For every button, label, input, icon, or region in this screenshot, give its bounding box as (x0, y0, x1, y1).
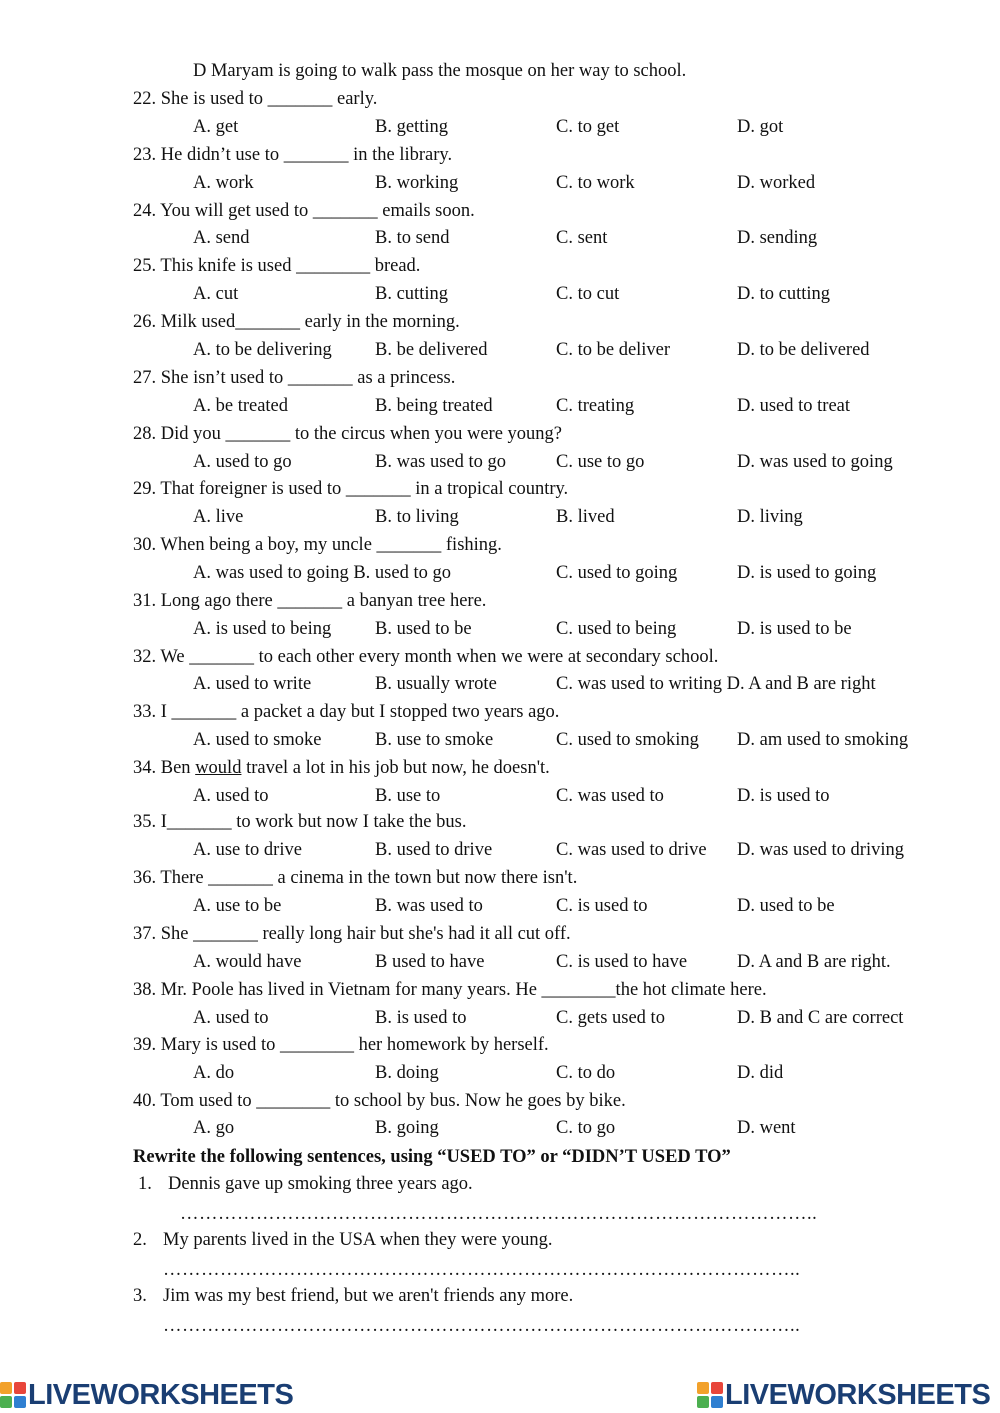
question-stem: 38. Mr. Poole has lived in Vietnam for many years. He ________the hot climate here. (133, 980, 767, 1000)
rewrite-number: 3. (133, 1286, 147, 1306)
rewrite-sentence: Dennis gave up smoking three years ago. (168, 1174, 473, 1194)
rewrite-sentence: My parents lived in the USA when they were young. (163, 1230, 553, 1250)
question-24 (0, 197, 1000, 225)
question-35 (0, 808, 1000, 836)
option-a[interactable]: A. use to be (193, 896, 282, 916)
option-b[interactable]: B. used to be (375, 619, 472, 639)
option-d[interactable]: D. is used to going (737, 563, 877, 583)
logo-square-icon (711, 1396, 723, 1408)
rewrite-item-3 (0, 1282, 1000, 1310)
option-c-d[interactable]: C. was used to writing D. A and B are right (556, 674, 876, 694)
options-34 (0, 782, 1000, 810)
options-37 (0, 948, 1000, 976)
stem-post: travel a lot in his job but now, he doesn't. (241, 758, 550, 778)
option-b[interactable]: B. working (375, 173, 459, 193)
question-23 (0, 141, 1000, 169)
option-d[interactable]: D. did (737, 1063, 784, 1083)
options-22 (0, 113, 1000, 141)
options-39 (0, 1059, 1000, 1087)
option-a[interactable]: A. use to drive (193, 840, 302, 860)
option-a[interactable]: A. used to go (193, 452, 292, 472)
logo-text: LIVEWORKSHEETS (725, 1378, 991, 1411)
question-stem: 36. There _______ a cinema in the town but now there isn't. (133, 868, 578, 888)
question-stem: 26. Milk used_______ early in the morning. (133, 312, 460, 332)
option-a[interactable]: A. cut (193, 284, 239, 304)
rewrite-number: 1. (138, 1174, 152, 1194)
logo-mark-icon (697, 1382, 723, 1408)
option-c[interactable]: C. to get (556, 117, 620, 137)
question-stem: 35. I_______ to work but now I take the bus. (133, 812, 467, 832)
option-d[interactable]: D. living (737, 507, 803, 527)
option-a[interactable]: A. used to (193, 786, 269, 806)
option-c[interactable]: C. is used to (556, 896, 648, 916)
option-c[interactable]: B. lived (556, 507, 615, 527)
options-24 (0, 224, 1000, 252)
question-39 (0, 1031, 1000, 1059)
answer-input-3[interactable]: ……………………………………………………………………………………….. (163, 1316, 801, 1336)
question-26 (0, 308, 1000, 336)
option-d[interactable]: D. went (737, 1118, 796, 1138)
option-d[interactable]: D. sending (737, 228, 818, 248)
option-b[interactable]: B. was used to (375, 896, 483, 916)
option-c[interactable]: C. to do (556, 1063, 616, 1083)
question-31 (0, 587, 1000, 615)
option-b[interactable]: B used to have (375, 952, 485, 972)
option-c[interactable]: C. to go (556, 1118, 616, 1138)
option-c[interactable]: C. sent (556, 228, 608, 248)
option-c[interactable]: C. was used to (556, 786, 664, 806)
options-25 (0, 280, 1000, 308)
options-27 (0, 392, 1000, 420)
option-c[interactable]: C. use to go (556, 452, 645, 472)
question-37 (0, 920, 1000, 948)
logo-square-icon (711, 1382, 723, 1394)
option-b[interactable]: B. be delivered (375, 340, 488, 360)
question-stem: 29. That foreigner is used to _______ in a tropical country. (133, 479, 569, 499)
option-a[interactable]: A. would have (193, 952, 302, 972)
prev-option-line (0, 57, 1000, 85)
answer-input-2[interactable]: ……………………………………………………………………………………….. (163, 1260, 801, 1280)
question-29 (0, 475, 1000, 503)
question-stem: 37. She _______ really long hair but she's had it all cut off. (133, 924, 571, 944)
question-36 (0, 864, 1000, 892)
question-34 (0, 754, 1000, 782)
option-d[interactable]: D. is used to be (737, 619, 852, 639)
option-b[interactable]: B. getting (375, 117, 448, 137)
option-d[interactable]: D. B and C are correct (737, 1008, 904, 1028)
rewrite-heading-line (0, 1143, 1000, 1171)
rewrite-number: 2. (133, 1230, 147, 1250)
question-22 (0, 85, 1000, 113)
option-b[interactable]: B. being treated (375, 396, 493, 416)
prev-option-d: D Maryam is going to walk pass the mosque on her way to school. (193, 61, 687, 81)
option-c[interactable]: C. used to smoking (556, 730, 699, 750)
option-c[interactable]: C. to work (556, 173, 635, 193)
option-b[interactable]: B. to send (375, 228, 450, 248)
question-28 (0, 420, 1000, 448)
liveworksheets-logo-left[interactable] (0, 1378, 293, 1412)
option-b[interactable]: B. doing (375, 1063, 439, 1083)
logo-square-icon (0, 1382, 12, 1394)
options-36 (0, 892, 1000, 920)
question-stem: 22. She is used to _______ early. (133, 89, 378, 109)
logo-mark-icon (0, 1382, 26, 1408)
option-b[interactable]: B. use to (375, 786, 441, 806)
option-a[interactable]: A. do (193, 1063, 235, 1083)
question-stem: 24. You will get used to _______ emails soon. (133, 201, 475, 221)
option-b[interactable]: B. use to smoke (375, 730, 494, 750)
options-30 (0, 559, 1000, 587)
answer-line-1 (0, 1200, 1000, 1228)
question-30 (0, 531, 1000, 559)
question-stem: 27. She isn’t used to _______ as a princess. (133, 368, 456, 388)
question-stem: 30. When being a boy, my uncle _______ fishing. (133, 535, 502, 555)
option-d[interactable]: D. to cutting (737, 284, 831, 304)
logo-text: LIVEWORKSHEETS (28, 1378, 294, 1411)
question-stem: 40. Tom used to ________ to school by bus. Now he goes by bike. (133, 1091, 626, 1111)
option-a[interactable]: A. go (193, 1118, 235, 1138)
question-stem: 33. I _______ a packet a day but I stopped two years ago. (133, 702, 560, 722)
option-d[interactable]: D. was used to driving (737, 840, 904, 860)
question-32 (0, 643, 1000, 671)
logo-square-icon (697, 1382, 709, 1394)
option-a[interactable]: A. live (193, 507, 244, 527)
option-d[interactable]: D. is used to (737, 786, 830, 806)
options-31 (0, 615, 1000, 643)
option-b[interactable]: B. usually wrote (375, 674, 497, 694)
answer-input-1[interactable]: ……………………………………………………………………………………….. (180, 1204, 818, 1224)
question-25 (0, 252, 1000, 280)
option-c[interactable]: C. used to being (556, 619, 677, 639)
options-40 (0, 1114, 1000, 1142)
options-23 (0, 169, 1000, 197)
option-d[interactable]: D. was used to going (737, 452, 893, 472)
question-stem: 28. Did you _______ to the circus when you were young? (133, 424, 563, 444)
question-stem: 39. Mary is used to ________ her homework by herself. (133, 1035, 549, 1055)
option-a[interactable]: A. to be delivering (193, 340, 332, 360)
option-d[interactable]: D. used to treat (737, 396, 851, 416)
option-a[interactable]: A. get (193, 117, 239, 137)
option-c[interactable]: C. gets used to (556, 1008, 665, 1028)
option-c[interactable]: C. to be deliver (556, 340, 671, 360)
option-d[interactable]: D. used to be (737, 896, 835, 916)
question-27 (0, 364, 1000, 392)
liveworksheets-logo-right[interactable] (697, 1378, 990, 1412)
option-b[interactable]: B. going (375, 1118, 439, 1138)
question-stem: 23. He didn’t use to _______ in the library. (133, 145, 453, 165)
option-d[interactable]: D. to be delivered (737, 340, 870, 360)
option-a-b[interactable]: A. was used to going B. used to go (193, 563, 451, 583)
rewrite-item-2 (0, 1226, 1000, 1254)
question-stem: 25. This knife is used ________ bread. (133, 256, 421, 276)
question-40 (0, 1087, 1000, 1115)
stem-pre: 34. Ben (133, 758, 196, 778)
option-c[interactable]: C. used to going (556, 563, 678, 583)
option-b[interactable]: B. was used to go (375, 452, 507, 472)
logo-square-icon (0, 1396, 12, 1408)
option-c[interactable]: C. is used to have (556, 952, 688, 972)
options-29 (0, 503, 1000, 531)
option-a[interactable]: A. be treated (193, 396, 289, 416)
question-stem (133, 754, 550, 782)
option-d[interactable]: D. got (737, 117, 784, 137)
options-38 (0, 1004, 1000, 1032)
options-32 (0, 670, 1000, 698)
options-28 (0, 448, 1000, 476)
question-stem: 31. Long ago there _______ a banyan tree here. (133, 591, 487, 611)
rewrite-sentence: Jim was my best friend, but we aren't friends any more. (163, 1286, 574, 1306)
options-35 (0, 836, 1000, 864)
option-a[interactable]: A. send (193, 228, 250, 248)
question-38 (0, 976, 1000, 1004)
answer-line-2 (0, 1256, 1000, 1284)
option-c[interactable]: C. was used to drive (556, 840, 707, 860)
question-33 (0, 698, 1000, 726)
option-a[interactable]: A. used to smoke (193, 730, 322, 750)
question-stem: 32. We _______ to each other every month when we were at secondary school. (133, 647, 719, 667)
underlined-word: would (195, 758, 242, 778)
option-b[interactable]: B. is used to (375, 1008, 467, 1028)
option-a[interactable]: A. used to (193, 1008, 269, 1028)
option-a[interactable]: A. used to write (193, 674, 312, 694)
option-d[interactable]: D. worked (737, 173, 816, 193)
option-a[interactable]: A. is used to being (193, 619, 332, 639)
rewrite-heading: Rewrite the following sentences, using “USED TO” or “DIDN’T USED TO” (133, 1147, 731, 1167)
options-33 (0, 726, 1000, 754)
logo-square-icon (14, 1382, 26, 1394)
option-c[interactable]: C. treating (556, 396, 635, 416)
option-d[interactable]: D. am used to smoking (737, 730, 909, 750)
options-26 (0, 336, 1000, 364)
option-b[interactable]: B. cutting (375, 284, 448, 304)
answer-line-3 (0, 1312, 1000, 1340)
option-a[interactable]: A. work (193, 173, 254, 193)
option-d[interactable]: D. A and B are right. (737, 952, 891, 972)
option-c[interactable]: C. to cut (556, 284, 620, 304)
logo-square-icon (14, 1396, 26, 1408)
rewrite-item-1 (0, 1170, 1000, 1198)
option-b[interactable]: B. to living (375, 507, 459, 527)
logo-square-icon (697, 1396, 709, 1408)
option-b[interactable]: B. used to drive (375, 840, 493, 860)
